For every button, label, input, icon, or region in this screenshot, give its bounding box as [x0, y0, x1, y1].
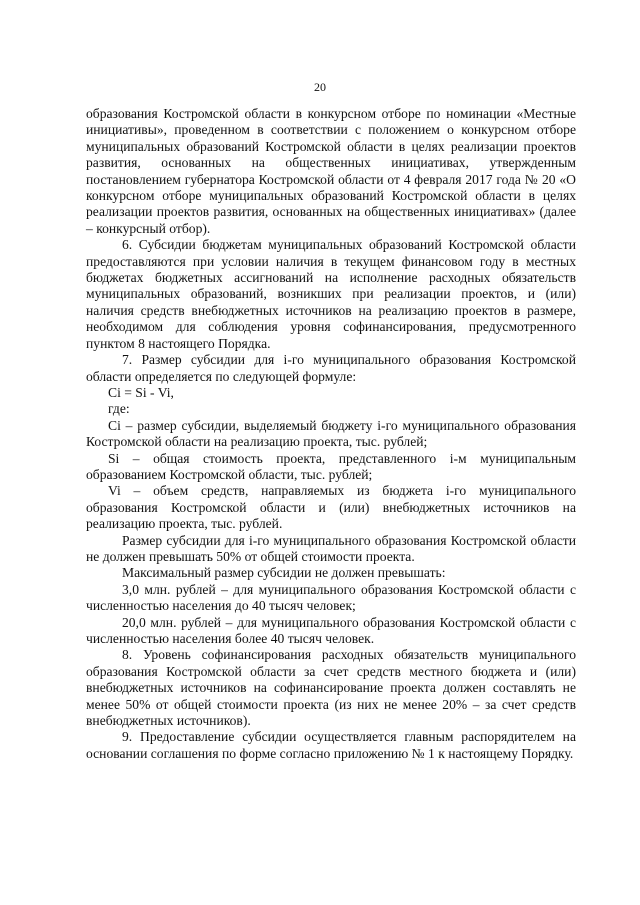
document-body [86, 106, 576, 762]
paragraph-9: 9. Предоставление субсидии осуществляется главным распорядителем на основании соглашения по форме согласно приложению № 1 к настоящему Порядку. [86, 729, 576, 761]
definition-vi: Vi – объем средств, направляемых из бюджета i-го муниципального образования Костромской области и (или) внебюджетных источников на реализацию проекта, тыс. рублей. [86, 483, 576, 532]
subsidy-formula: Ci = Si - Vi, [108, 384, 174, 400]
definition-si: Si – общая стоимость проекта, представленного i-м муниципальным образованием Костромской области, тыс. рублей; [86, 450, 576, 482]
formula-where: где: [108, 401, 130, 417]
paragraph-7: 7. Размер субсидии для i-го муниципального образования Костромской области определяется по следующей формуле: [86, 352, 576, 384]
paragraph-8: 8. Уровень софинансирования расходных обязательств муниципального образования Костромской области за счет средств местного бюджета и (или) внебюджетных источников на софинансирование проекта должен составлять не менее 50% от общей стоимости проекта (из них не менее 20% – за счет средств внебюджетных источников). [86, 647, 576, 729]
max-subsidy-item-small: 3,0 млн. рублей – для муниципального образования Костромской области с численностью населения до 40 тысяч человек; [86, 581, 576, 614]
paragraph-continuation: образования Костромской области в конкурсном отборе по номинации «Местные инициативы», проведенном в соответствии с положением о конкурсном отборе муниципальных образований Костромской области в целях реализации проектов развития, основанных на общественных инициативах, утвержденным постановлением губернатора Костромской области от 4 февраля 2017 года № 20 «О конкурсном отборе муниципальных образований Костромской области в целях реализации проектов развития, основанных на общественных инициативах» (далее – конкурсный отбор). [86, 106, 576, 236]
definition-ci: Ci – размер субсидии, выделяемый бюджету i-го муниципального образования Костромской области на реализацию проекта, тыс. рублей; [86, 417, 576, 450]
paragraph-max-subsidy: Максимальный размер субсидии не должен превышать: [122, 565, 446, 581]
paragraph-subsidy-limit: Размер субсидии для i-го муниципального образования Костромской области не должен превышать 50% от общей стоимости проекта. [86, 532, 576, 564]
page-number: 20 [314, 80, 326, 94]
paragraph-6: 6. Субсидии бюджетам муниципальных образований Костромской области предоставляются при условии наличия в текущем финансовом году в местных бюджетах бюджетных ассигнований на исполнение расходных обязательств муниципальных образований, возникших при реализации проектов, и (или) наличия средств внебюджетных источников на реализацию проектов в размере, необходимом для соблюдения уровня софинансирования, предусмотренного пунктом 8 настоящего Порядка. [86, 237, 576, 351]
max-subsidy-item-large: 20,0 млн. рублей – для муниципального образования Костромской области с численностью населения более 40 тысяч человек. [86, 614, 576, 646]
